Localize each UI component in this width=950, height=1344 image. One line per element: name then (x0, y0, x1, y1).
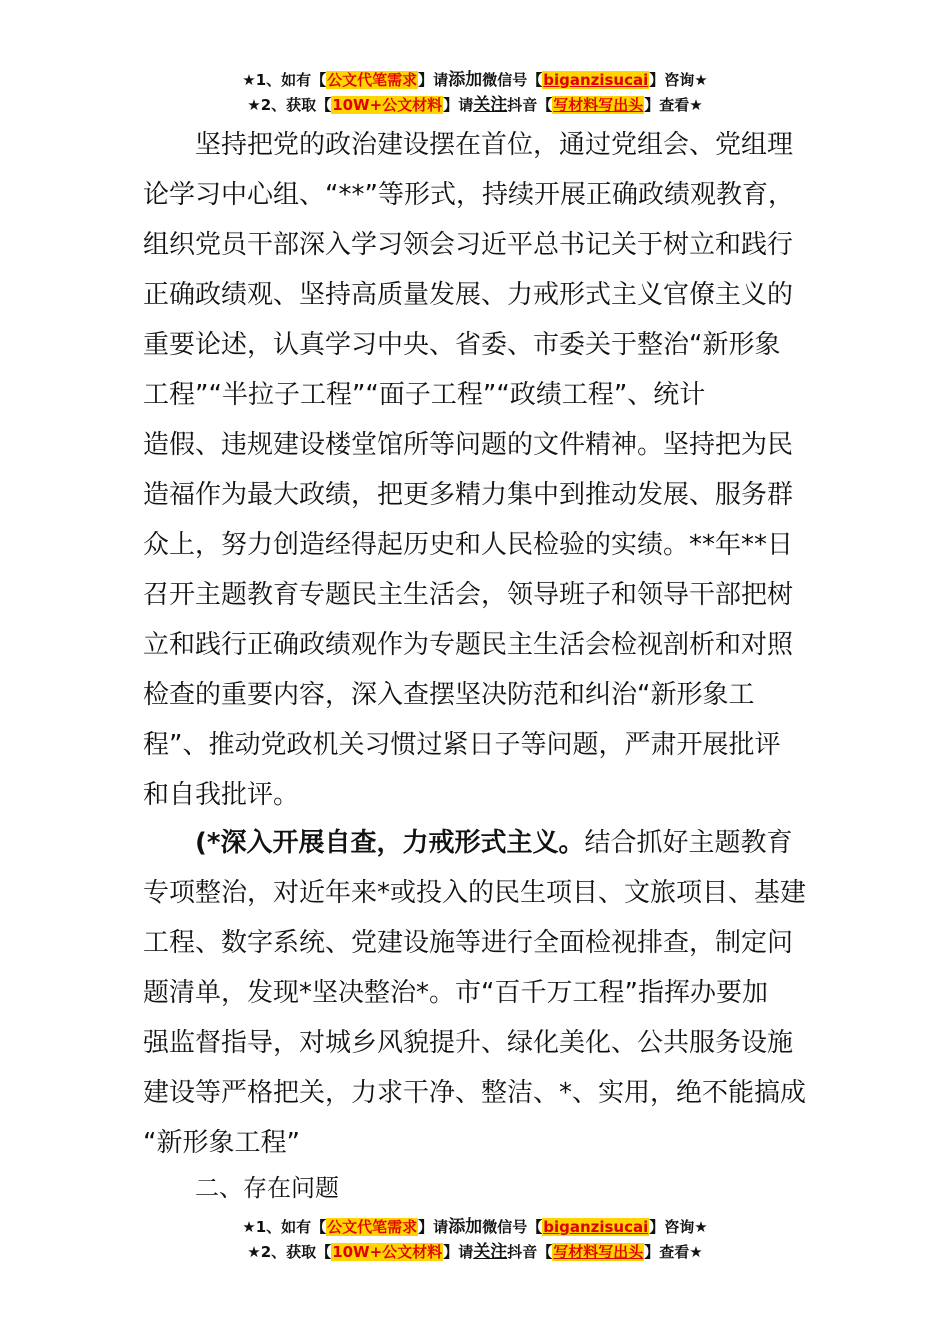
paragraph-line: 建设等严格把关，力求干净、整洁、*、实用，绝不能搞成 (143, 1078, 807, 1108)
banner-line-1 (0, 68, 950, 93)
paragraph-line: 召开主题教育专题民主生活会，领导班子和领导干部把树 (143, 580, 794, 610)
paragraph-line: 重要论述，认真学习中央、省委、市委关于整治“新形象 (143, 330, 781, 360)
wechat-id: biganzisucai (543, 71, 649, 89)
paragraph-line: 造福作为最大政绩，把更多精力集中到推动发展、服务群 (143, 480, 794, 510)
paragraph-2 (143, 818, 813, 1168)
paragraph-line: 立和践行正确政绩观作为专题民主生活会检视剖析和对照 (143, 630, 794, 660)
banner-text: 】请 (418, 1218, 449, 1236)
paragraph-line: 专项整治，对近年来*或投入的民生项目、文旅项目、基建 (143, 878, 807, 908)
paragraph-line: 论学习中心组、“**”等形式，持续开展正确政绩观教育， (143, 180, 794, 210)
paragraph-line: 组织党员干部深入学习领会习近平总书记关于树立和践行 (143, 230, 794, 260)
banner-line-2 (0, 1240, 950, 1265)
paragraph-line: 造假、违规建设楼堂馆所等问题的文件精神。坚持把为民 (143, 430, 794, 460)
paragraph-1 (143, 120, 813, 820)
paragraph-lead: (*深入开展自查，力戒形式主义。 (143, 828, 585, 858)
banner-text: 】请 (418, 71, 449, 89)
highlight-materials: 10W+公文材料 (332, 96, 443, 114)
banner-text: ★2、获取【 (247, 96, 332, 114)
paragraph-line: 坚持把党的政治建设摆在首位，通过党组会、党组理 (143, 130, 794, 160)
douyin-account: 写材料写出头 (553, 1243, 644, 1261)
paragraph-line: 和自我批评。 (143, 780, 300, 810)
top-banner (0, 68, 950, 118)
banner-text: 】咨询★ (649, 1218, 708, 1236)
banner-text: 】请 (443, 96, 474, 114)
highlight-materials: 10W+公文材料 (332, 1243, 443, 1261)
wechat-id: biganzisucai (543, 1218, 649, 1236)
banner-text: ★1、如有【 (242, 71, 327, 89)
paragraph-line: 工程、数字系统、党建设施等进行全面检视排查，制定问 (143, 928, 794, 958)
banner-line-1 (0, 1215, 950, 1240)
banner-text: 抖音【 (507, 1243, 553, 1261)
banner-text: 】请 (443, 1243, 474, 1261)
banner-text: 微信号【 (482, 71, 543, 89)
paragraph-line: 众上，努力创造经得起历史和人民检验的实绩。**年**日 (143, 530, 794, 560)
banner-text: 】咨询★ (649, 71, 708, 89)
banner-text: 】查看★ (644, 96, 703, 114)
bottom-banner (0, 1215, 950, 1265)
banner-line-2 (0, 93, 950, 118)
douyin-account: 写材料写出头 (553, 96, 644, 114)
paragraph-line: “新形象工程” (143, 1128, 300, 1158)
section-heading: 二、存在问题 (195, 1174, 339, 1202)
paragraph-line: 正确政绩观、坚持高质量发展、力戒形式主义官僚主义的 (143, 280, 794, 310)
banner-text: 抖音【 (507, 96, 553, 114)
banner-text: 】查看★ (644, 1243, 703, 1261)
paragraph-line: 程”、推动党政机关习惯过紧日子等问题，严肃开展批评 (143, 730, 781, 760)
banner-emphasis: 添加 (448, 1217, 483, 1237)
banner-text: 微信号【 (482, 1218, 543, 1236)
paragraph-line: 工程”“半拉子工程”“面子工程”“政绩工程”、统计 (143, 380, 706, 410)
paragraph-first-line (143, 818, 813, 868)
paragraph-line-rest: 结合抓好主题教育 (584, 828, 793, 858)
paragraph-line: 题清单，发现*坚决整治*。市“百千万工程”指挥办要加 (143, 978, 768, 1008)
paragraph-line: 检查的重要内容，深入查摆坚决防范和纠治“新形象工 (143, 680, 755, 710)
banner-text: ★2、获取【 (247, 1243, 332, 1261)
highlight-service: 公文代笔需求 (327, 1218, 418, 1236)
banner-emphasis: 关注 (473, 1242, 508, 1262)
banner-emphasis: 添加 (448, 70, 483, 90)
banner-text: ★1、如有【 (242, 1218, 327, 1236)
highlight-service: 公文代笔需求 (327, 71, 418, 89)
paragraph-line: 强监督指导，对城乡风貌提升、绿化美化、公共服务设施 (143, 1028, 794, 1058)
banner-emphasis: 关注 (473, 95, 508, 115)
